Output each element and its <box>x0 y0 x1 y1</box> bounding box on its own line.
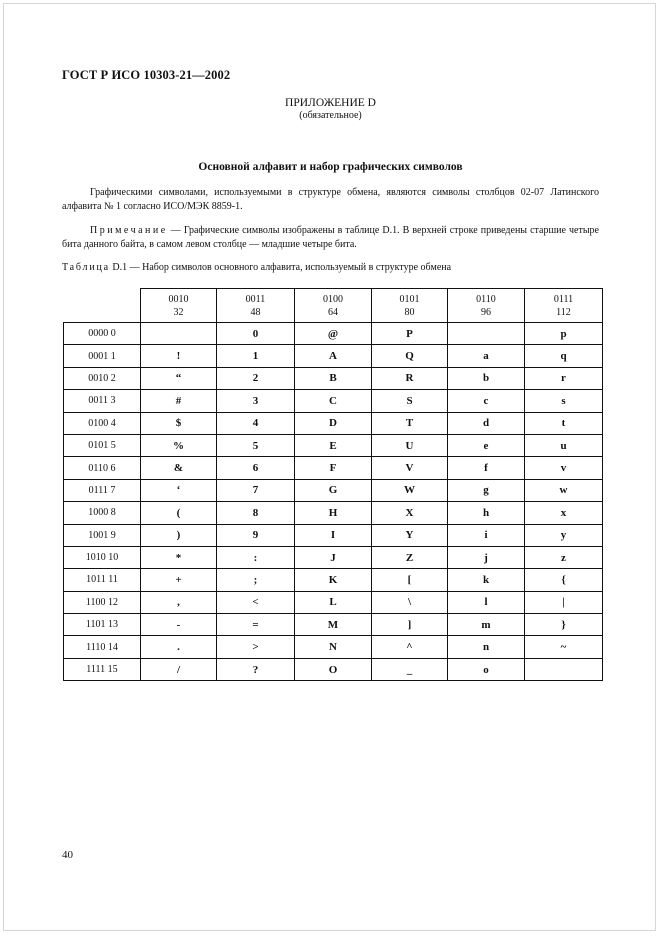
row-label: 0100 4 <box>64 412 141 434</box>
table-caption-text: D.1 — Набор символов основного алфавита, используемый в структуре обмена <box>109 262 452 273</box>
symbol-cell: h <box>448 502 525 524</box>
table-caption <box>62 262 451 273</box>
row-label: 1110 14 <box>64 636 141 658</box>
symbol-cell: . <box>141 636 217 658</box>
symbol-cell: k <box>448 569 525 591</box>
symbol-cell: = <box>217 614 295 636</box>
table-corner-cell <box>64 289 141 323</box>
symbol-cell: & <box>141 457 217 479</box>
symbol-cell: “ <box>141 367 217 389</box>
symbol-cell: 2 <box>217 367 295 389</box>
row-label: 0110 6 <box>64 457 141 479</box>
symbol-cell: * <box>141 546 217 568</box>
symbol-cell: 3 <box>217 390 295 412</box>
row-label: 1011 11 <box>64 569 141 591</box>
symbol-cell: Y <box>372 524 448 546</box>
standard-header: ГОСТ Р ИСО 10303-21—2002 <box>62 68 231 82</box>
row-label: 1111 15 <box>64 658 141 680</box>
row-label: 1000 8 <box>64 502 141 524</box>
symbol-cell: g <box>448 479 525 501</box>
symbol-cell: E <box>295 434 372 456</box>
column-bits: 0110 <box>476 293 496 305</box>
intro-paragraph <box>62 186 599 214</box>
note-label: Примечание <box>90 225 168 236</box>
column-bits: 0101 <box>399 293 420 305</box>
row-label: 0011 3 <box>64 390 141 412</box>
symbol-cell: S <box>372 390 448 412</box>
symbol-cell: m <box>448 614 525 636</box>
symbol-cell: K <box>295 569 372 591</box>
symbol-cell: n <box>448 636 525 658</box>
column-bits: 0010 <box>168 293 189 305</box>
symbol-cell: } <box>525 614 603 636</box>
symbol-cell: ) <box>141 524 217 546</box>
symbol-cell: e <box>448 434 525 456</box>
symbol-cell: Q <box>372 345 448 367</box>
symbol-cell: G <box>295 479 372 501</box>
symbol-cell: Z <box>372 546 448 568</box>
symbol-cell: ? <box>217 658 295 680</box>
column-code: 112 <box>556 306 571 318</box>
page-number: 40 <box>62 849 73 861</box>
symbol-cell: i <box>448 524 525 546</box>
symbol-cell: j <box>448 546 525 568</box>
row-label: 0111 7 <box>64 479 141 501</box>
table-row <box>64 591 603 613</box>
symbol-cell: x <box>525 502 603 524</box>
table-row <box>64 636 603 658</box>
table-row <box>64 658 603 680</box>
symbol-cell: 9 <box>217 524 295 546</box>
symbol-cell: { <box>525 569 603 591</box>
column-bits: 0100 <box>323 293 343 305</box>
symbol-cell: 7 <box>217 479 295 501</box>
symbol-cell: / <box>141 658 217 680</box>
row-label: 0000 0 <box>64 323 141 345</box>
symbol-cell: + <box>141 569 217 591</box>
symbol-cell: 6 <box>217 457 295 479</box>
symbol-cell: 4 <box>217 412 295 434</box>
symbol-cell: ; <box>217 569 295 591</box>
column-bits: 0011 <box>245 293 266 305</box>
symbol-cell: w <box>525 479 603 501</box>
symbol-cell: _ <box>372 658 448 680</box>
table-header-row <box>64 289 603 323</box>
symbol-cell: b <box>448 367 525 389</box>
symbol-cell: - <box>141 614 217 636</box>
table-row <box>64 457 603 479</box>
symbol-table <box>63 288 603 681</box>
symbol-cell: \ <box>372 591 448 613</box>
symbol-cell: W <box>372 479 448 501</box>
symbol-cell: F <box>295 457 372 479</box>
symbol-cell: q <box>525 345 603 367</box>
symbol-cell: T <box>372 412 448 434</box>
symbol-cell: # <box>141 390 217 412</box>
appendix-title: ПРИЛОЖЕНИЕ D <box>285 97 376 109</box>
row-label: 1010 10 <box>64 546 141 568</box>
symbol-cell: 0 <box>217 323 295 345</box>
symbol-cell: $ <box>141 412 217 434</box>
column-header <box>372 289 448 323</box>
symbol-cell: R <box>372 367 448 389</box>
symbol-cell: ‘ <box>141 479 217 501</box>
row-label: 0001 1 <box>64 345 141 367</box>
symbol-cell: % <box>141 434 217 456</box>
symbol-cell: z <box>525 546 603 568</box>
symbol-cell: @ <box>295 323 372 345</box>
section-title: Основной алфавит и набор графических символов <box>198 161 463 173</box>
symbol-cell: c <box>448 390 525 412</box>
symbol-cell: > <box>217 636 295 658</box>
table-row <box>64 434 603 456</box>
table-caption-label: Таблица <box>62 262 110 273</box>
symbol-cell: H <box>295 502 372 524</box>
symbol-cell: ~ <box>525 636 603 658</box>
symbol-cell: 1 <box>217 345 295 367</box>
column-bits: 0111 <box>553 293 574 305</box>
symbol-cell: 5 <box>217 434 295 456</box>
symbol-cell: | <box>525 591 603 613</box>
column-code: 48 <box>250 306 261 318</box>
symbol-cell: L <box>295 591 372 613</box>
table-row <box>64 323 603 345</box>
symbol-cell: M <box>295 614 372 636</box>
note-text: — Графические символы изображены в таблице D.1. В верхней строке приведены старшие четыре бита данного байта, в самом левом столбце — младшие четыре бита. <box>62 225 599 250</box>
symbol-cell: V <box>372 457 448 479</box>
symbol-cell: s <box>525 390 603 412</box>
column-header <box>217 289 295 323</box>
symbol-cell: ( <box>141 502 217 524</box>
column-code: 80 <box>404 306 415 318</box>
row-label: 1100 12 <box>64 591 141 613</box>
intro-paragraph-text: Графическими символами, используемыми в структуре обмена, являются символы столбцов 02-07 Латинского алфавита № 1 согласно ИСО/МЭК 8859-1. <box>62 187 599 212</box>
symbol-cell: B <box>295 367 372 389</box>
table-row <box>64 614 603 636</box>
symbol-cell: ] <box>372 614 448 636</box>
appendix-subtitle: (обязательное) <box>299 110 362 121</box>
symbol-cell: : <box>217 546 295 568</box>
symbol-cell <box>525 658 603 680</box>
symbol-cell: C <box>295 390 372 412</box>
symbol-cell: a <box>448 345 525 367</box>
symbol-cell: 8 <box>217 502 295 524</box>
symbol-cell: f <box>448 457 525 479</box>
symbol-cell: l <box>448 591 525 613</box>
symbol-cell: , <box>141 591 217 613</box>
column-code: 32 <box>173 306 184 318</box>
note-paragraph <box>62 224 599 252</box>
column-code: 96 <box>481 306 491 318</box>
table-row <box>64 367 603 389</box>
column-header <box>525 289 603 323</box>
symbol-cell: o <box>448 658 525 680</box>
symbol-cell: r <box>525 367 603 389</box>
symbol-cell: t <box>525 412 603 434</box>
symbol-cell: D <box>295 412 372 434</box>
symbol-cell: A <box>295 345 372 367</box>
symbol-cell: J <box>295 546 372 568</box>
symbol-cell: [ <box>372 569 448 591</box>
symbol-cell: ! <box>141 345 217 367</box>
table-row <box>64 524 603 546</box>
symbol-cell: < <box>217 591 295 613</box>
column-header <box>141 289 217 323</box>
symbol-cell: O <box>295 658 372 680</box>
row-label: 1101 13 <box>64 614 141 636</box>
table-row <box>64 569 603 591</box>
symbol-cell: y <box>525 524 603 546</box>
symbol-cell: N <box>295 636 372 658</box>
symbol-cell: p <box>525 323 603 345</box>
table-row <box>64 345 603 367</box>
symbol-cell: X <box>372 502 448 524</box>
symbol-cell: I <box>295 524 372 546</box>
row-label: 0010 2 <box>64 367 141 389</box>
symbol-cell: d <box>448 412 525 434</box>
row-label: 1001 9 <box>64 524 141 546</box>
symbol-cell: ^ <box>372 636 448 658</box>
symbol-cell: v <box>525 457 603 479</box>
symbol-cell: P <box>372 323 448 345</box>
table-row <box>64 479 603 501</box>
symbol-cell: u <box>525 434 603 456</box>
column-header <box>295 289 372 323</box>
table-row <box>64 502 603 524</box>
table-row <box>64 546 603 568</box>
row-label: 0101 5 <box>64 434 141 456</box>
symbol-cell: U <box>372 434 448 456</box>
table-row <box>64 390 603 412</box>
column-code: 64 <box>328 306 338 318</box>
symbol-cell <box>141 323 217 345</box>
column-header <box>448 289 525 323</box>
symbol-cell <box>448 323 525 345</box>
table-row <box>64 412 603 434</box>
